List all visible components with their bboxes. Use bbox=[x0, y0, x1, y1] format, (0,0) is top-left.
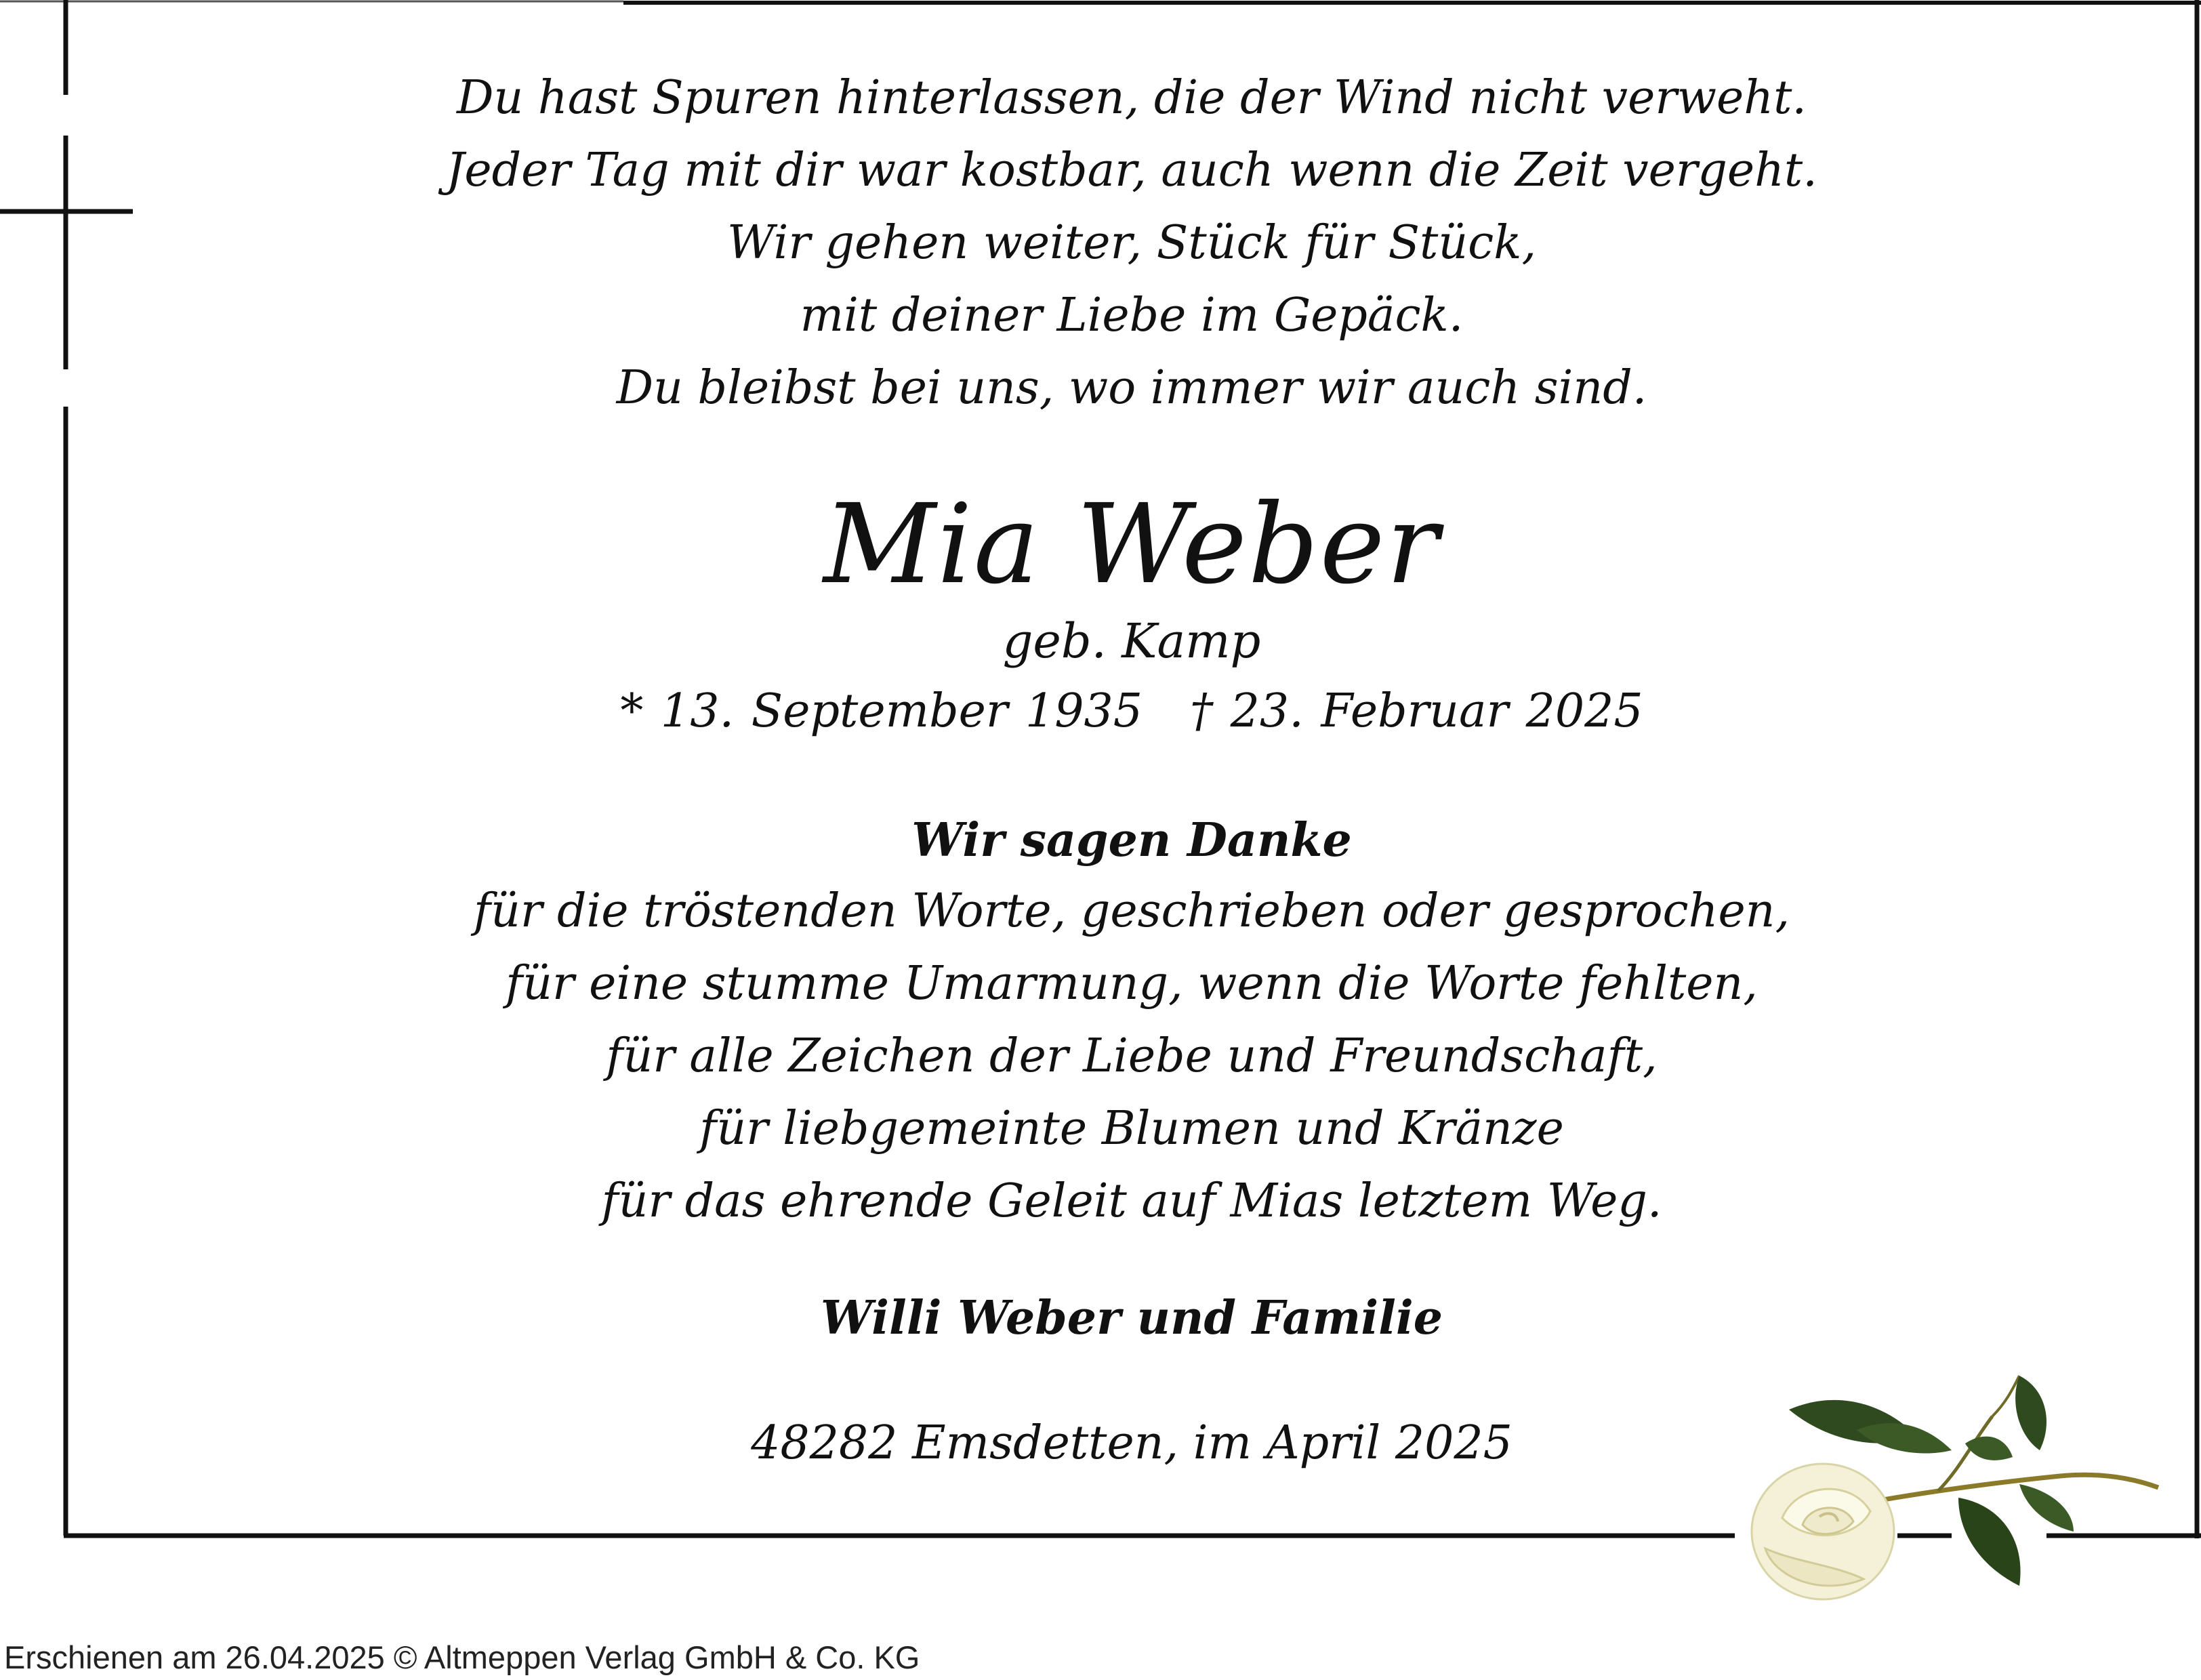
cross-vertical-marker bbox=[0, 0, 1, 1]
poem-line: mit deiner Liebe im Gepäck. bbox=[800, 289, 1464, 342]
death-date: † 23. Februar 2025 bbox=[1190, 684, 1643, 738]
life-dates bbox=[68, 684, 2196, 738]
maiden-name: geb. Kamp bbox=[1002, 613, 1261, 669]
birth-date: * 13. September 1935 bbox=[620, 684, 1143, 738]
white-rose-icon bbox=[1735, 1362, 2168, 1613]
thanks-line: für die tröstenden Worte, geschrieben oder gesprochen, bbox=[473, 884, 1790, 938]
publication-footer: Erschienen am 26.04.2025 © Altmeppen Verlag GmbH & Co. KG bbox=[4, 1639, 920, 1675]
place-date: 48282 Emsdetten, im April 2025 bbox=[751, 1416, 1513, 1470]
deceased-name: Mia Weber bbox=[823, 481, 1440, 609]
poem-line: Wir gehen weiter, Stück für Stück, bbox=[726, 216, 1537, 270]
thanks-line: für alle Zeichen der Liebe und Freundschaft, bbox=[606, 1029, 1658, 1083]
poem-line: Jeder Tag mit dir war kostbar, auch wenn die Zeit vergeht. bbox=[446, 144, 1817, 197]
signature: Willi Weber und Familie bbox=[821, 1291, 1443, 1345]
thanks-heading: Wir sagen Danke bbox=[911, 813, 1352, 867]
thanks-line: für eine stumme Umarmung, wenn die Worte fehlten, bbox=[506, 957, 1758, 1010]
poem-line: Du bleibst bei uns, wo immer wir auch sind. bbox=[616, 361, 1647, 415]
thanks-line: für das ehrende Geleit auf Mias letztem Weg. bbox=[601, 1174, 1662, 1228]
poem-line: Du hast Spuren hinterlassen, die der Wind nicht verweht. bbox=[456, 71, 1807, 125]
thanks-line: für liebgemeinte Blumen und Kränze bbox=[699, 1102, 1564, 1155]
